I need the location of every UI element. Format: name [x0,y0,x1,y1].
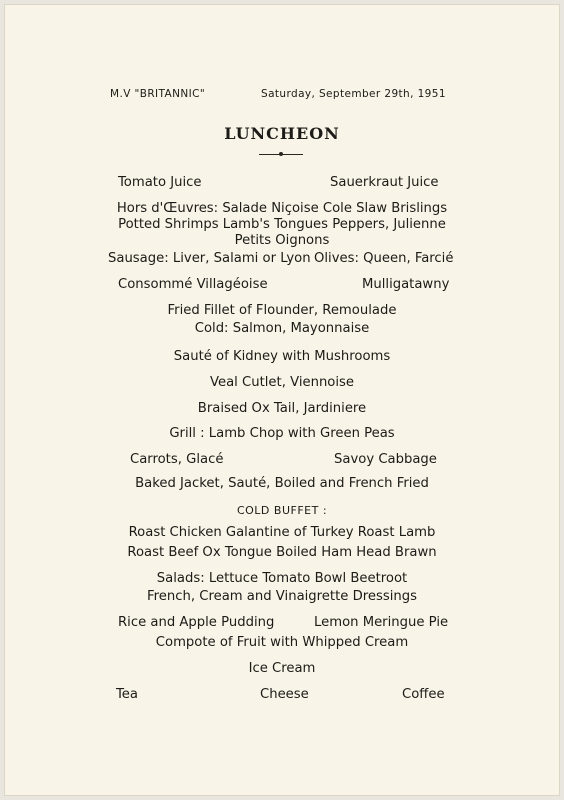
hors-doeuvres-line-1: Hors d'Œuvres: Salade Niçoise Cole Slaw Brislings [116,201,448,216]
menu-item-carrots: Carrots, Glacé [130,452,224,467]
menu-item-mulligatawny: Mulligatawny [362,277,450,292]
buffet-line-1: Roast Chicken Galantine of Turkey Roast Lamb [128,525,436,540]
menu-item-consomme: Consommé Villagéoise [118,277,268,292]
menu-card [4,4,560,796]
menu-item-ice-cream: Ice Cream [248,661,316,676]
menu-item-flounder: Fried Fillet of Flounder, Remoulade [167,303,397,318]
cold-buffet-heading: COLD BUFFET : [236,504,328,517]
menu-item-olives: Olives: Queen, Farcié [314,251,454,266]
salads-line-2: French, Cream and Vinaigrette Dressings [147,589,417,604]
menu-item-tea: Tea [116,687,139,702]
ship-name: M.V "BRITANNIC" [110,88,206,100]
menu-item-veal: Veal Cutlet, Viennoise [209,375,355,390]
menu-title: LUNCHEON [224,124,340,143]
menu-item-rice-pudding: Rice and Apple Pudding [118,615,275,630]
menu-item-salmon: Cold: Salmon, Mayonnaise [194,321,370,336]
menu-item-cheese: Cheese [260,687,309,702]
menu-item-grill: Grill : Lamb Chop with Green Peas [169,426,395,441]
menu-item-compote: Compote of Fruit with Whipped Cream [155,635,409,650]
divider-ornament [279,152,283,156]
menu-item-tomato-juice: Tomato Juice [118,175,202,190]
menu-item-sauerkraut-juice: Sauerkraut Juice [330,175,439,190]
hors-doeuvres-line-3: Petits Oignons [234,233,330,248]
menu-item-cabbage: Savoy Cabbage [334,452,437,467]
menu-date: Saturday, September 29th, 1951 [261,88,446,100]
menu-item-ox-tail: Braised Ox Tail, Jardiniere [197,401,367,416]
hors-doeuvres-line-2: Potted Shrimps Lamb's Tongues Peppers, Julienne [118,217,446,232]
menu-item-kidney: Sauté of Kidney with Mushrooms [173,349,391,364]
salads-line-1: Salads: Lettuce Tomato Bowl Beetroot [156,571,408,586]
menu-item-sausage: Sausage: Liver, Salami or Lyon [108,251,311,266]
buffet-line-2: Roast Beef Ox Tongue Boiled Ham Head Brawn [127,545,437,560]
menu-item-lemon-meringue: Lemon Meringue Pie [314,615,449,630]
menu-item-potatoes: Baked Jacket, Sauté, Boiled and French Fried [135,476,429,491]
menu-item-coffee: Coffee [402,687,445,702]
